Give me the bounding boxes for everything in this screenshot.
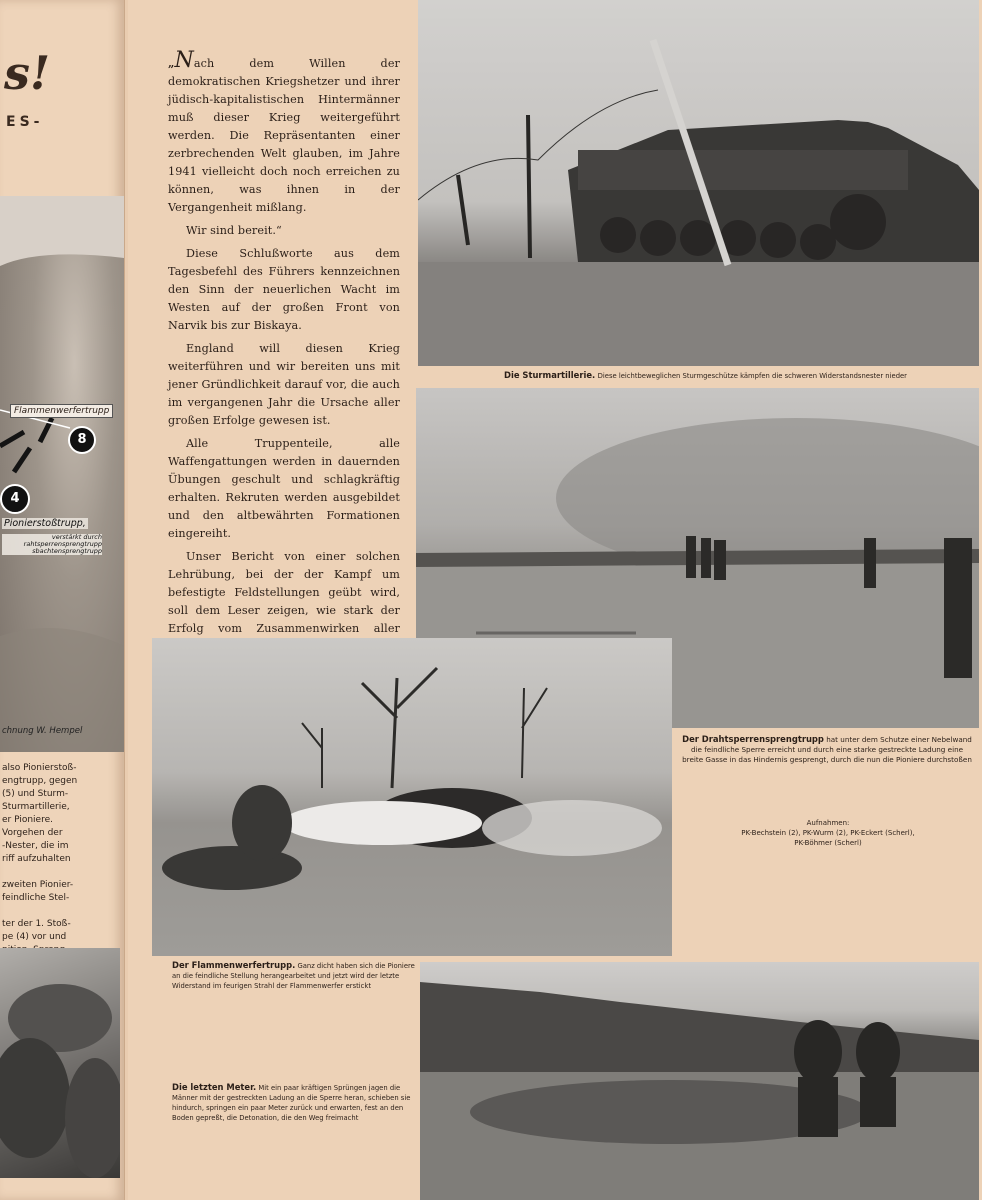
photo-sturmartillerie bbox=[418, 0, 979, 366]
quote-open: „ bbox=[168, 56, 175, 70]
article-paragraph-4: England will diesen Krieg weiterführen und wir bereiten uns mit jener Gründlichkeit darauf vor, die auch im vergangenen Jahr die Ursache aller großen Erfolge gewesen ist. bbox=[168, 342, 400, 427]
left-text-line: Sturmartillerie, bbox=[2, 802, 70, 812]
caption-letzte-meter bbox=[172, 1082, 418, 1123]
photo-flammenwerfertrupp bbox=[152, 638, 672, 956]
left-text-line: Vorgehen der bbox=[2, 828, 63, 838]
left-photo-soldiers bbox=[0, 948, 120, 1178]
map-number-8: 8 bbox=[68, 426, 96, 454]
left-text-line: engtrupp, gegen bbox=[2, 776, 78, 786]
map-label-verstaerkt-2: rahtsperrensprengtrupp bbox=[23, 540, 102, 548]
caption-drahtsperrensprengtrupp bbox=[682, 734, 972, 765]
caption-sturmartillerie bbox=[504, 370, 974, 382]
battle-map bbox=[0, 196, 124, 752]
map-label-verstaerkt-1: verstärkt durch bbox=[51, 533, 102, 541]
left-text-line: feindliche Stel- bbox=[2, 893, 70, 903]
photo-credits-title: Aufnahmen: bbox=[806, 819, 850, 827]
left-text-line: -Nester, die im bbox=[2, 841, 69, 851]
map-label-verstaerkt-3: sbachtensprengtrupp bbox=[32, 547, 102, 555]
photo-flammenwerfertrupp-drawing bbox=[152, 638, 672, 956]
article-paragraph-3: Diese Schlußworte aus dem Tagesbefehl des Führers kennzeichnen den Sinn der neuerlichen Wacht im Westen auf der großen Front von Narvik bis zur Biskaya. bbox=[168, 247, 400, 332]
map-number-4: 4 bbox=[0, 484, 30, 514]
left-text-line: er Pioniere. bbox=[2, 815, 53, 825]
article-paragraph-6: Unser Bericht von einer solchen Lehrübung, bei der der Kampf um befestigte Feldstellungen geübt wird, soll dem Leser zeigen, wie stark der Erfolg vom Zusammenwirken aller bbox=[168, 550, 400, 635]
photo-letzte-meter-drawing bbox=[420, 962, 979, 1200]
left-photo-drawing bbox=[0, 948, 120, 1178]
photo-credits-line-2: PK-Böhmer (Scherl) bbox=[794, 839, 862, 847]
left-text-line: riff aufzuhalten bbox=[2, 854, 71, 864]
left-column-text bbox=[2, 762, 122, 957]
left-text-line: pe (4) vor und bbox=[2, 932, 67, 942]
caption-flammenwerfertrupp bbox=[172, 960, 422, 991]
caption-sturmartillerie-title: Die Sturmartillerie. bbox=[504, 370, 596, 380]
photo-letzte-meter bbox=[420, 962, 979, 1200]
photo-sturmartillerie-drawing bbox=[418, 0, 979, 366]
left-text-line: also Pionierstoß- bbox=[2, 763, 77, 773]
caption-letzte-meter-title: Die letzten Meter. bbox=[172, 1082, 257, 1092]
article-paragraph-1-text: ach dem Willen der demokratischen Kriegshetzer und ihrer jüdisch-kapitalistischen Hintermänner muß dieser Krieg weitergeführt werden. Die Repräsentanten einer zerbrechenden Welt glauben, im Jahre 1941 vielleicht doch noch erreichen zu können, was ihnen in der Vergangenheit mißlang. bbox=[168, 57, 400, 214]
map-label-pionierstosstrupp: Pionierstoßtrupp, bbox=[4, 518, 86, 529]
article-paragraph-2: Wir sind bereit.“ bbox=[186, 224, 282, 237]
photo-credits-line-1: PK-Bechstein (2), PK-Wurm (2), PK-Eckert (Scherl), bbox=[741, 829, 915, 837]
caption-drahtsperrensprengtrupp-title: Der Drahtsperrensprengtrupp bbox=[682, 734, 824, 744]
map-credit: chnung W. Hempel bbox=[2, 726, 83, 736]
caption-flammenwerfertrupp-title: Der Flammenwerfertrupp. bbox=[172, 960, 296, 970]
left-text-line: zweiten Pionier- bbox=[2, 880, 74, 890]
left-text-line: (5) und Sturm- bbox=[2, 789, 69, 799]
caption-drahtsperrensprengtrupp-text: hat unter dem Schutze einer Nebelwand die feindliche Sperre erreicht und durch eine starke gestreckte Ladung eine breite Gasse in das Hindernis gesprengt, durch die nun die Pioniere durchstoßen bbox=[682, 735, 972, 764]
drop-cap: N bbox=[174, 48, 194, 73]
left-text-line: ter der 1. Stoß- bbox=[2, 919, 71, 929]
article-paragraph-5: Alle Truppenteile, alle Waffengattungen werden in dauernden Übungen geschult und schlagkräftig erhalten. Rekruten werden ausgebildet und den altbewährten Formationen eingereiht. bbox=[168, 437, 400, 540]
map-label-verstaerkt bbox=[2, 534, 102, 555]
map-drawing bbox=[0, 196, 124, 752]
article-paragraph-1 bbox=[168, 48, 400, 217]
caption-letzte-meter-text: Mit ein paar kräftigen Sprüngen jagen die Männer mit der gestreckten Ladung an die Sperre heran, schieben sie hindurch, springen ein paar Meter zurück und erwarten, fest an den Boden gepreßt, die Detonation, die den Weg freimacht bbox=[172, 1084, 411, 1122]
headline-fragment: s! bbox=[4, 46, 51, 100]
magazine-page bbox=[128, 0, 982, 1200]
caption-flammenwerfertrupp-text: Ganz dicht haben sich die Pioniere an die feindliche Stellung herangearbeitet und jetzt wird der letzte Widerstand im feurigen Strahl der Flammenwerfer erstickt bbox=[172, 962, 415, 990]
caption-sturmartillerie-text: Diese leichtbeweglichen Sturmgeschütze kämpfen die schweren Widerstandsnester nieder bbox=[597, 372, 907, 380]
subhead-fragment: ES- bbox=[6, 114, 44, 130]
left-page-fragment bbox=[0, 0, 125, 1200]
map-label-flammenwerfertrupp: Flammenwerfertrupp bbox=[10, 404, 113, 418]
photo-credits bbox=[688, 818, 968, 848]
